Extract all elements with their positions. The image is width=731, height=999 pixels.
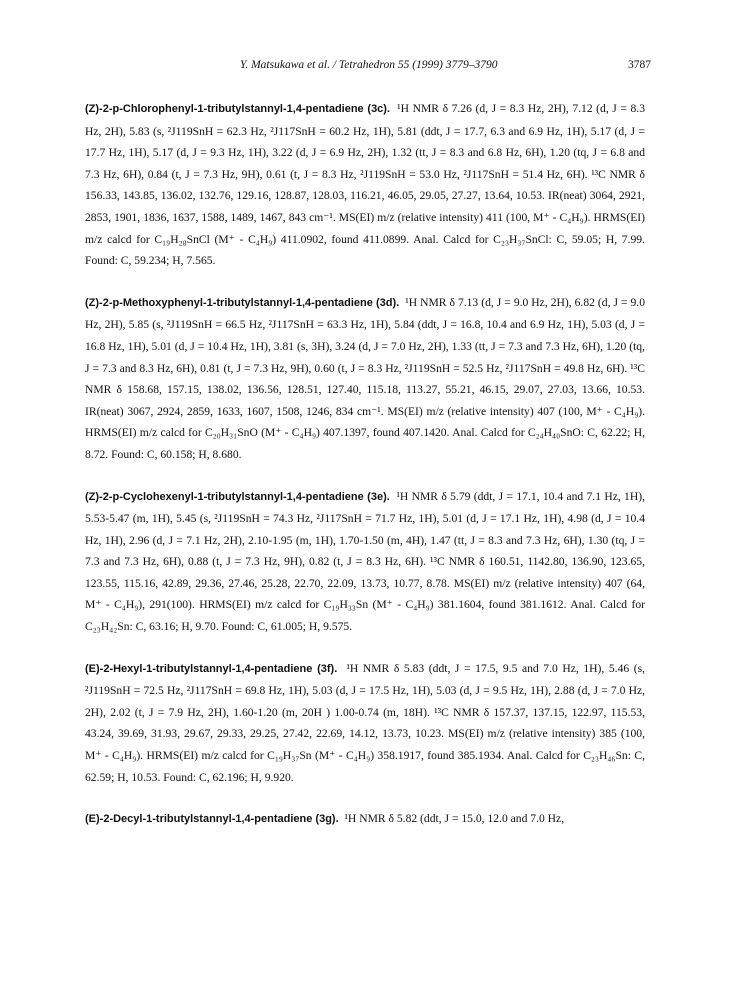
compound-entry xyxy=(85,486,645,638)
compound-entry xyxy=(85,808,645,831)
compound-entry xyxy=(85,658,645,789)
compound-data: ¹H NMR δ 7.26 (d, J = 8.3 Hz, 2H), 7.12 (d, J = 8.3 Hz, 2H), 5.83 (s, ²J119SnH = 62.3 Hz, ²J117SnH = 60.2 Hz, 1H), 5.81 (ddt, J = 17.7, 6.3 and 6.9 Hz, 1H), 5.17 (d, J = 17.7 Hz, 1H), 5.17 (d, J = 9.3 Hz, 1H), 3.22 (d, J = 6.9 Hz, 2H), 1.32 (tt, J = 8.3 and 6.8 Hz, 6H), 1.20 (tq, J = 6.8 and 7.3 Hz, 6H), 0.84 (t, J = 7.3 Hz, 9H), 0.61 (t, J = 8.3 Hz, ²J119SnH = 53.0 Hz, ²J117SnH = 51.4 Hz, 6H). ¹³C NMR δ 156.33, 143.85, 136.02, 132.76, 129.16, 128.87, 128.03, 116.21, 46.05, 29.05, 27.27, 13.64, 10.53. IR(neat) 3064, 2921, 2853, 1901, 1836, 1637, 1588, 1489, 1467, 843 cm⁻¹. MS(EI) m/z (relative intensity) 411 (100, M⁺ - C₄H₉). HRMS(EI) m/z calcd for C₁₉H₂₈SnCl (M⁺ - C₄H₉) 411.0902, found 411.0899. Anal. Calcd for C₂₃H₃₇SnCl: C, 59.05; H, 7.99. Found: C, 59.234; H, 7.565. xyxy=(85,102,645,268)
article-body xyxy=(85,98,645,851)
compound-title: (E)-2-Hexyl-1-tributylstannyl-1,4-pentadiene (3f). xyxy=(85,662,338,675)
compound-title: (Z)-2-p-Methoxyphenyl-1-tributylstannyl-1,4-pentadiene (3d). xyxy=(85,296,400,309)
compound-title: (E)-2-Decyl-1-tributylstannyl-1,4-pentadiene (3g). xyxy=(85,813,339,826)
running-header xyxy=(0,57,731,77)
compound-data: ¹H NMR δ 5.83 (ddt, J = 17.5, 9.5 and 7.0 Hz, 1H), 5.46 (s, ²J119SnH = 72.5 Hz, ²J117SnH = 69.8 Hz, 1H), 5.03 (d, J = 17.5 Hz, 1H), 5.03 (d, J = 9.5 Hz, 1H), 2.88 (d, J = 7.0 Hz, 2H), 2.02 (t, J = 7.9 Hz, 2H), 1.60-1.20 (m, 20H ) 1.00-0.74 (m, 18H). ¹³C NMR δ 157.37, 137.15, 122.97, 115.53, 43.24, 39.69, 31.93, 29.67, 29.33, 29.25, 27.42, 22.69, 14.12, 13.73, 10.23. MS(EI) m/z (relative intensity) 385 (100, M⁺ - C₄H₉). HRMS(EI) m/z calcd for C₁₉H₃₇Sn (M⁺ - C₄H₉) 358.1917, found 385.1934. Anal. Calcd for C₂₃H₄₆Sn: C, 62.59; H, 10.53. Found: C, 62.196; H, 9.920. xyxy=(85,661,646,784)
compound-data: ¹H NMR δ 5.79 (ddt, J = 17.1, 10.4 and 7.1 Hz, 1H), 5.53-5.47 (m, 1H), 5.45 (s, ²J119SnH = 74.3 Hz, ²J117SnH = 71.7 Hz, 1H), 5.01 (d, J = 17.1 Hz, 1H), 4.98 (d, J = 10.4 Hz, 1H), 2.96 (d, J = 7.1 Hz, 2H), 2.10-1.95 (m, 1H), 1.70-1.50 (m, 4H), 1.47 (tt, J = 8.3 and 7.3 Hz, 6H), 1.30 (tq, J = 7.3 and 7.3 Hz, 6H), 0.88 (t, J = 7.3 Hz, 9H), 0.82 (t, J = 8.3 Hz, 6H). ¹³C NMR δ 160.51, 1142.80, 136.90, 123.65, 123.55, 115.16, 42.89, 29.36, 27.46, 25.28, 22.70, 22.09, 13.73, 10.77, 8.78. MS(EI) m/z (relative intensity) 407 (64, M⁺ - C₄H₉), 291(100). HRMS(EI) m/z calcd for C₁₉H₃₃Sn (M⁺ - C₄H₉) 381.1604, found 381.1612. Anal. Calcd for C₂₃H₄₂Sn: C, 63.16; H, 9.70. Found: C, 61.005; H, 9.575. xyxy=(85,489,645,634)
compound-data: ¹H NMR δ 5.82 (ddt, J = 15.0, 12.0 and 7.0 Hz, xyxy=(344,812,565,826)
compound-entry xyxy=(85,292,645,466)
running-title: Y. Matsukawa et al. / Tetrahedron 55 (1999) 3779–3790 xyxy=(240,59,498,71)
compound-title: (Z)-2-p-Cyclohexenyl-1-tributylstannyl-1,4-pentadiene (3e). xyxy=(85,490,390,503)
compound-data: ¹H NMR δ 7.13 (d, J = 9.0 Hz, 2H), 6.82 (d, J = 9.0 Hz, 2H), 5.85 (s, ²J119SnH = 66.5 Hz, ²J117SnH = 63.3 Hz, 1H), 5.84 (ddt, J = 16.8, 10.4 and 6.9 Hz, 1H), 5.03 (d, J = 16.8 Hz, 1H), 5.01 (d, J = 10.4 Hz, 1H), 3.81 (s, 3H), 3.24 (d, J = 7.0 Hz, 2H), 1.33 (tt, J = 7.3 and 7.3 Hz, 6H), 1.20 (tq, J = 7.3 and 8.3 Hz, 6H), 0.81 (t, J = 7.3 Hz, 9H), 0.60 (t, J = 8.3 Hz, ²J119SnH = 52.5 Hz, ²J117SnH = 49.8 Hz, 6H). ¹³C NMR δ 158.68, 157.15, 138.02, 136.56, 128.51, 127.40, 115.18, 113.27, 55.21, 46.15, 29.07, 27.03, 13.66, 10.53. IR(neat) 3067, 2924, 2859, 1633, 1607, 1508, 1246, 834 cm⁻¹. MS(EI) m/z (relative intensity) 407 (100, M⁺ - C₄H₉). HRMS(EI) m/z calcd for C₂₀H₃₁SnO (M⁺ - C₄H₉) 407.1397, found 407.1420. Anal. Calcd for C₂₄H₄₀SnO: C, 62.22; H, 8.72. Found: C, 60.158; H, 8.680. xyxy=(85,295,645,461)
compound-entry xyxy=(85,98,645,272)
page-number: 3787 xyxy=(628,59,651,71)
compound-title: (Z)-2-p-Chlorophenyl-1-tributylstannyl-1,4-pentadiene (3c). xyxy=(85,103,391,115)
